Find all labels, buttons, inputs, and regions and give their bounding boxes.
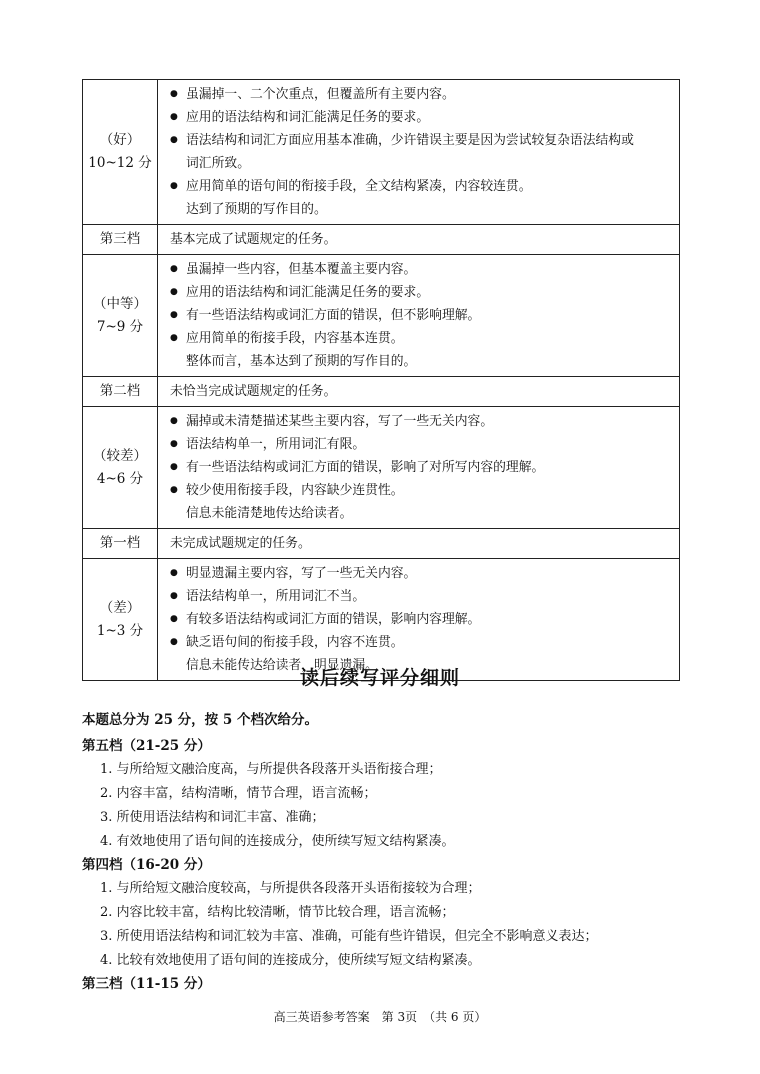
level-score: 1~3 分 bbox=[96, 622, 144, 639]
criterion-item: ● 语法结构和词汇方面应用基本准确，少许错误主要是因为尝试较复杂语法结构或 bbox=[170, 129, 679, 152]
criterion-item: ● 虽漏掉一、二个次重点，但覆盖所有主要内容。 bbox=[170, 83, 679, 106]
criteria-cell bbox=[158, 80, 680, 225]
criterion-item: ● 应用简单的衔接手段，内容基本连贯。 bbox=[170, 327, 679, 350]
tier-criterion: 1. 与所给短文融洽度较高，与所提供各段落开头语衔接较为合理； bbox=[100, 881, 481, 896]
criteria-cell bbox=[158, 407, 680, 529]
criterion-item: ● 缺乏语句间的衔接手段，内容不连贯。 bbox=[170, 631, 679, 654]
criterion-item: ● 应用的语法结构和词汇能满足任务的要求。 bbox=[170, 281, 679, 304]
tier-head-text: 未恰当完成试题规定的任务。 bbox=[170, 384, 337, 399]
criterion-item: ● 较少使用衔接手段，内容缺少连贯性。 bbox=[170, 479, 679, 502]
tier-heading: 第五档（21-25 分） bbox=[82, 738, 211, 754]
criterion-item: ● 有较多语法结构或词汇方面的错误，影响内容理解。 bbox=[170, 608, 679, 631]
criterion-summary: 达到了预期的写作目的。 bbox=[186, 202, 327, 217]
criterion-item: ● 明显遗漏主要内容，写了一些无关内容。 bbox=[170, 562, 679, 585]
writing-rubric-table bbox=[82, 79, 680, 681]
criterion-item: ● 应用的语法结构和词汇能满足任务的要求。 bbox=[170, 106, 679, 129]
level-name: （差） bbox=[99, 599, 141, 616]
criterion-item: ● 语法结构单一，所用词汇有限。 bbox=[170, 433, 679, 456]
table-row bbox=[83, 407, 680, 529]
criterion-summary: 信息未能传达给读者，明显遗漏。 bbox=[186, 658, 378, 673]
level-name: （较差） bbox=[93, 447, 147, 464]
tier-head-text: 基本完成了试题规定的任务。 bbox=[170, 232, 337, 247]
criterion-summary: 信息未能清楚地传达给读者。 bbox=[186, 506, 353, 521]
level-score: 10~12 分 bbox=[88, 155, 152, 171]
section-title: 读后续写评分细则 bbox=[299, 667, 460, 689]
level-cell bbox=[83, 407, 158, 529]
criteria-cell bbox=[158, 255, 680, 377]
criterion-item: ● 语法结构单一，所用词汇不当。 bbox=[170, 585, 679, 608]
criterion-summary: 整体而言，基本达到了预期的写作目的。 bbox=[186, 354, 417, 369]
tier-criterion: 3. 所使用语法结构和词汇丰富、准确； bbox=[100, 810, 325, 825]
criterion-item: ● 有一些语法结构或词汇方面的错误，影响了对所写内容的理解。 bbox=[170, 456, 679, 479]
tier-criterion: 1. 与所给短文融洽度高，与所提供各段落开头语衔接合理； bbox=[100, 762, 442, 777]
table-row bbox=[83, 377, 680, 407]
level-name: （中等） bbox=[93, 295, 147, 312]
table-row bbox=[83, 225, 680, 255]
page-footer: 高三英语参考答案 第 3页 （共 6 页） bbox=[273, 1010, 487, 1024]
tier-head-cell bbox=[158, 225, 680, 255]
tier-criterion: 3. 所使用语法结构和词汇较为丰富、准确，可能有些许错误，但完全不影响意义表达； bbox=[100, 929, 598, 944]
tier-label-cell: 第三档 bbox=[83, 225, 158, 255]
tier-heading: 第三档（11-15 分） bbox=[82, 976, 211, 992]
level-score: 4~6 分 bbox=[96, 470, 144, 487]
criterion-item: ● 应用简单的语句间的衔接手段，全文结构紧凑，内容较连贯。 bbox=[170, 175, 679, 198]
tier-label-cell: 第二档 bbox=[83, 377, 158, 407]
table-row bbox=[83, 529, 680, 559]
scoring-intro: 本题总分为 25 分，按 5 个档次给分。 bbox=[82, 712, 318, 728]
criterion-item: ● 漏掉或未清楚描述某些主要内容，写了一些无关内容。 bbox=[170, 410, 679, 433]
level-name: （好） bbox=[99, 132, 141, 148]
tier-heading: 第四档（16-20 分） bbox=[82, 857, 211, 873]
criterion-continuation: 词汇所致。 bbox=[186, 156, 250, 171]
level-cell bbox=[83, 255, 158, 377]
level-cell bbox=[83, 80, 158, 225]
table-row bbox=[83, 255, 680, 377]
tier-criterion: 4. 比较有效地使用了语句间的连接成分，使所续写短文结构紧凑。 bbox=[100, 953, 481, 968]
tier-head-cell bbox=[158, 529, 680, 559]
tier-criterion: 2. 内容比较丰富，结构比较清晰，情节比较合理，语言流畅； bbox=[100, 905, 455, 920]
tier-label-cell: 第一档 bbox=[83, 529, 158, 559]
level-score: 7~9 分 bbox=[96, 318, 144, 335]
table-row bbox=[83, 80, 680, 225]
tier-head-text: 未完成试题规定的任务。 bbox=[170, 536, 311, 551]
criterion-item: ● 有一些语法结构或词汇方面的错误，但不影响理解。 bbox=[170, 304, 679, 327]
tier-head-cell bbox=[158, 377, 680, 407]
tier-criterion: 4. 有效地使用了语句间的连接成分，使所续写短文结构紧凑。 bbox=[100, 834, 455, 849]
criterion-item: ● 虽漏掉一些内容，但基本覆盖主要内容。 bbox=[170, 258, 679, 281]
tier-criterion: 2. 内容丰富，结构清晰，情节合理，语言流畅； bbox=[100, 786, 377, 801]
